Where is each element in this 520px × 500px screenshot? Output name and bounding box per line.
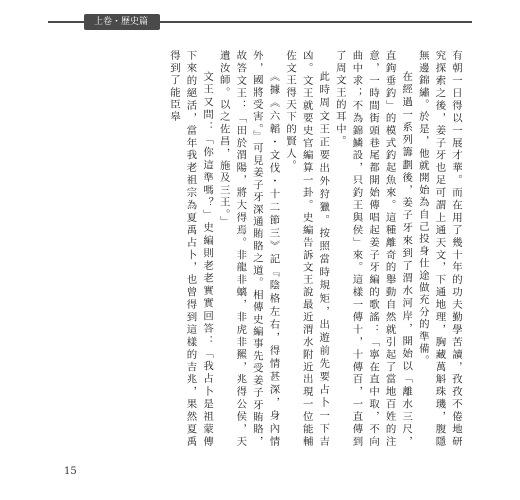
paragraph: 在經過一系列籌劃後，姜子牙來到了渭水河岸，開始以「離水三尺，直鉤垂釣」的模式釣起魚來。這種離奇的舉動自然就引起了當地百姓的注意，一時間街頭巷尾都開始傳唱起姜子牙編的歌謠：「寧在直中取，不向曲中求；不為錦鱗設，只釣王與侯」來。這樣一傳十，十傳百，一直傳到了周文王的耳中。 xyxy=(333,50,413,448)
paragraph: 《據《六韜・文伐・十二節三》記『陰格左右，得情甚深，身內情外，國將受害。』可見姜子牙深通賄賂之道。相傳史編事先受姜子牙賄賂，故答文王：「田於渭陽，將大得焉。非龍非螭，非虎非羆，兆得公侯，天遺汝師。以之佐昌，施及三王。」 xyxy=(217,50,280,448)
running-header xyxy=(48,14,472,30)
paragraph: 有朝一日得以一展才華。而在用了幾十年的功夫勤學苦讀，孜孜不倦地研究探索之後，姜子牙也足可謂上通天文，下通地理，胸藏萬斛珠璣，腹隱無邊錦繡。於是，他就開始為自己投身仕途做充分的準備。 xyxy=(416,50,462,448)
section-tab: 上卷・歷史篇 xyxy=(84,14,160,30)
page-number: 15 xyxy=(64,466,77,477)
paragraph: 文王又問：「你這準嗎？」史編則老老實實回答：「我占卜是祖蒙傳下來的絕活，當年我老祖宗為夏禹占卜，也曾得到這樣的吉兆，果然夏禹得到了能臣皋 xyxy=(167,50,214,448)
paragraph: 此時周文王正要出外狩獵。按照當時規矩，出遊前先要占卜一下吉凶。文王就要史官編算一卦。史編告訴文王說最近渭水附近出現一位能輔佐文王得天下的賢人。 xyxy=(284,50,330,448)
body-text xyxy=(66,50,464,448)
